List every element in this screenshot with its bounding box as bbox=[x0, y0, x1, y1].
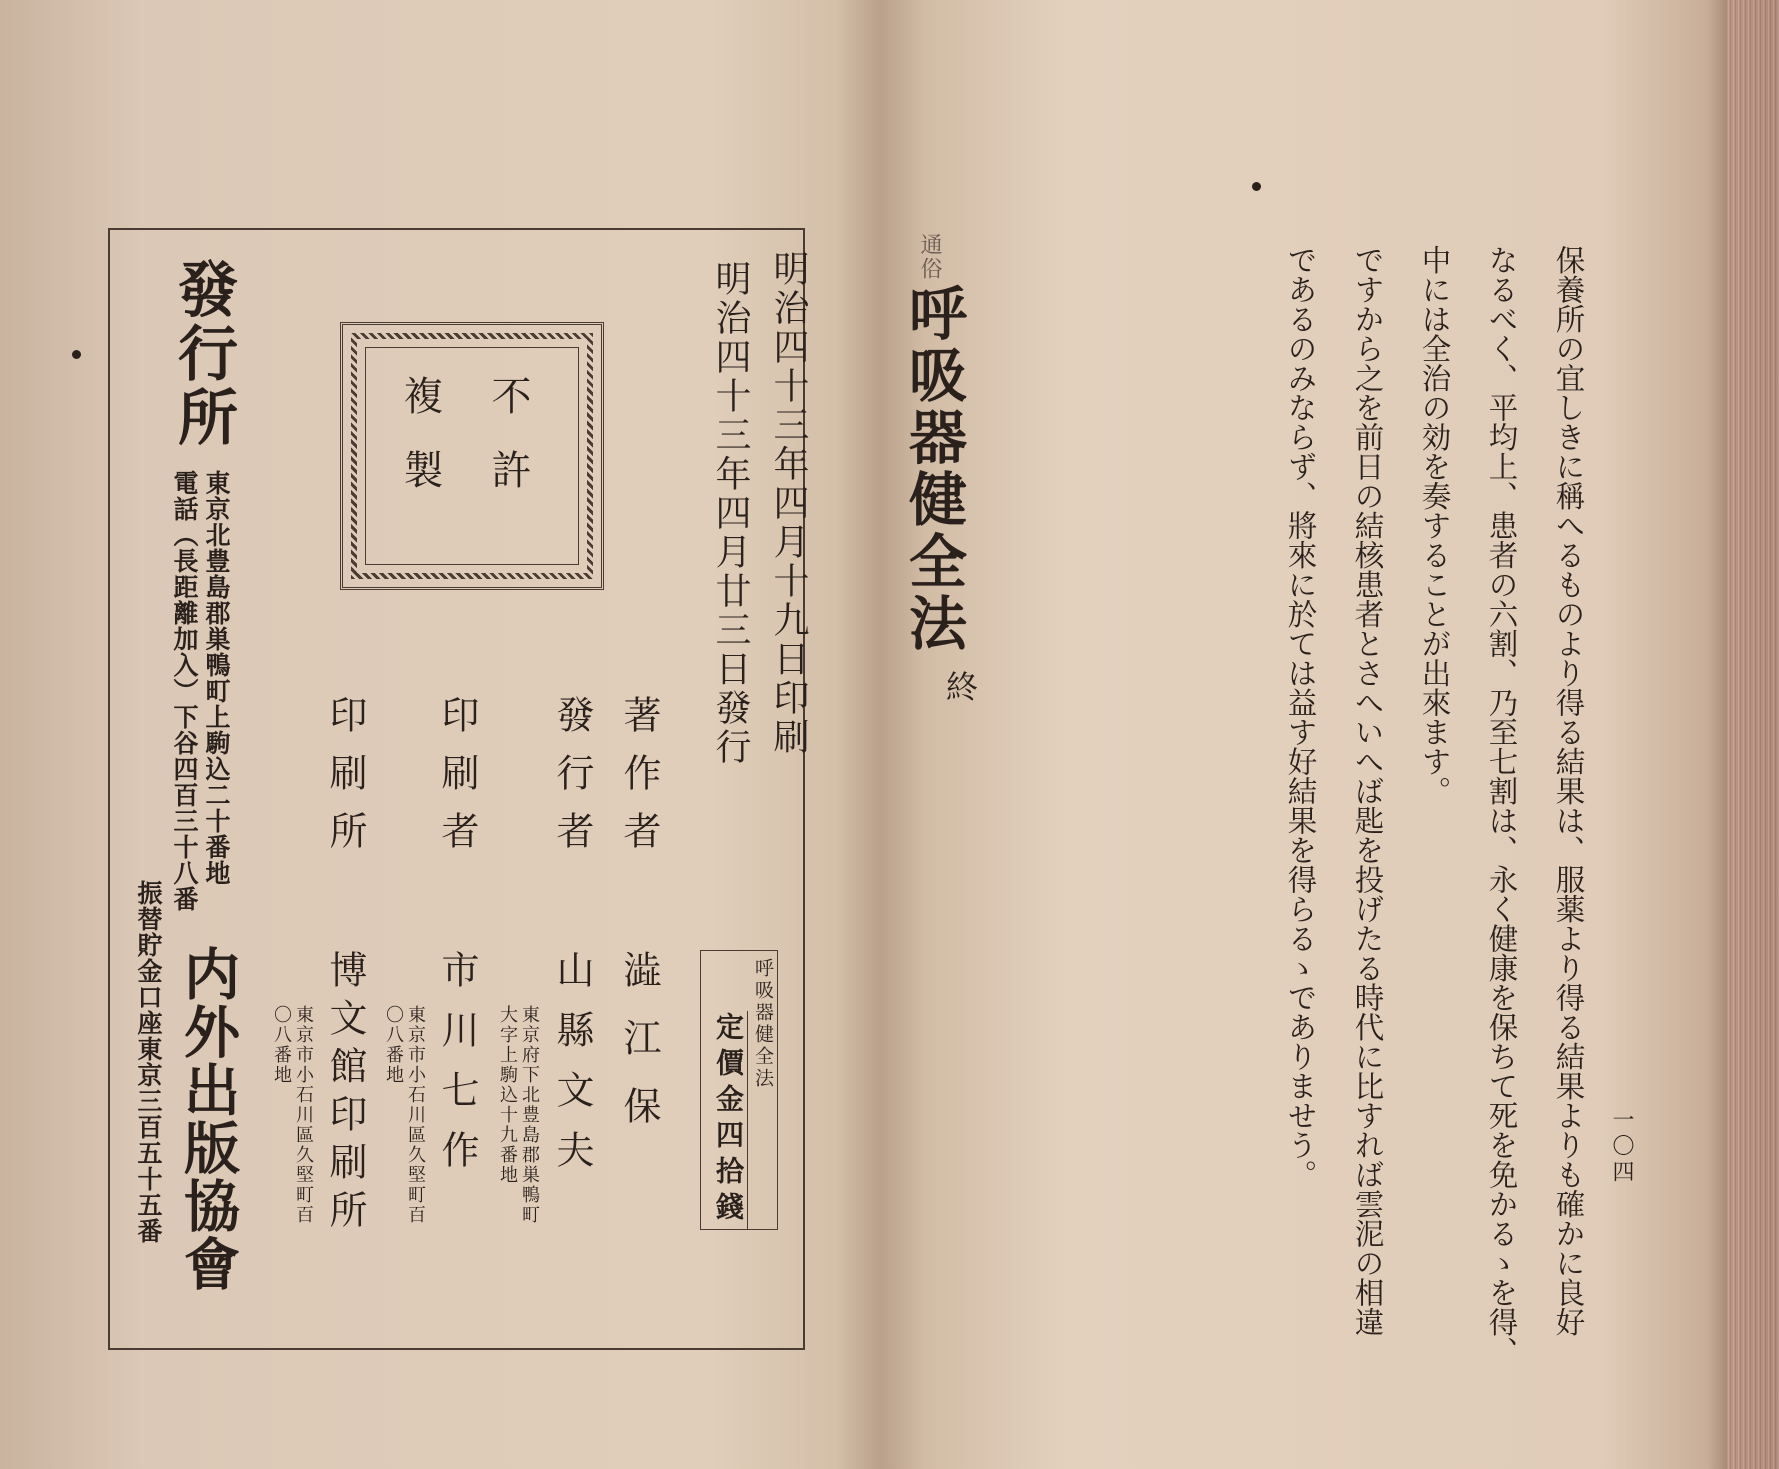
book-title: 呼吸器健全法 bbox=[899, 283, 967, 655]
body-line: であるのみならず、將來に於ては益す好結果を得らるゝでありませう。 bbox=[1283, 245, 1318, 1189]
ink-dot bbox=[72, 350, 81, 359]
credit-name: 山縣文夫 bbox=[550, 950, 594, 1190]
copyright-stamp bbox=[340, 322, 604, 590]
page-number: 一〇四 bbox=[1609, 1108, 1634, 1186]
price-title: 呼吸器健全法 bbox=[752, 958, 774, 1090]
stamp-text: 不許 bbox=[485, 375, 531, 523]
stamp-text: 複製 bbox=[397, 375, 443, 523]
publisher-account: 振替貯金口座東京三百五十五番 bbox=[134, 880, 163, 1244]
credit-role: 印刷所 bbox=[323, 695, 367, 869]
book-title-prefix: 通俗 bbox=[917, 233, 942, 281]
credit-address: 東京府下北豊島郡巣鴨町大字上駒込十九番地 bbox=[497, 1005, 540, 1225]
body-line: 保養所の宜しきに稱へるものより得る結果は、服薬より得る結果よりも確かに良好 bbox=[1551, 245, 1586, 1337]
publisher-label: 發行所 bbox=[168, 258, 238, 450]
credit-role: 印刷者 bbox=[435, 695, 479, 869]
credit-address: 東京市小石川區久堅町百〇八番地 bbox=[383, 1005, 426, 1225]
body-line: ですから之を前日の結核患者とさへいへば匙を投げたる時代に比すれば雲泥の相違 bbox=[1350, 245, 1385, 1337]
credit-address: 東京市小石川區久堅町百〇八番地 bbox=[271, 1005, 314, 1225]
publisher-name: 内外出版協會 bbox=[175, 945, 241, 1293]
credit-name: 澁江保 bbox=[617, 950, 661, 1154]
credit-role: 發行者 bbox=[550, 695, 594, 869]
credit-name: 市川七作 bbox=[435, 950, 479, 1190]
ink-dot bbox=[1252, 182, 1261, 191]
credit-role: 著作者 bbox=[617, 695, 661, 869]
body-line: なるべく、平均上、患者の六割、乃至七割は、永く健康を保ちて死を免かるゝを得、 bbox=[1484, 245, 1519, 1366]
publisher-address: 東京北豊島郡巣鴨町上駒込二十番地 bbox=[202, 470, 231, 886]
credit-name: 博文館印刷所 bbox=[323, 950, 367, 1238]
body-line: 中には全治の効を奏することが出來ます。 bbox=[1417, 245, 1452, 806]
print-date: 明治四十三年四月十九日印刷 bbox=[768, 250, 809, 757]
end-mark: 終 bbox=[941, 670, 979, 702]
page-edges bbox=[1727, 0, 1779, 1469]
publisher-phone: 電話（長距離加入）下谷四百三十八番 bbox=[170, 470, 199, 912]
price-label: 定價金四拾錢 bbox=[712, 1012, 745, 1228]
publish-date: 明治四十三年四月廿三日發行 bbox=[710, 260, 751, 767]
